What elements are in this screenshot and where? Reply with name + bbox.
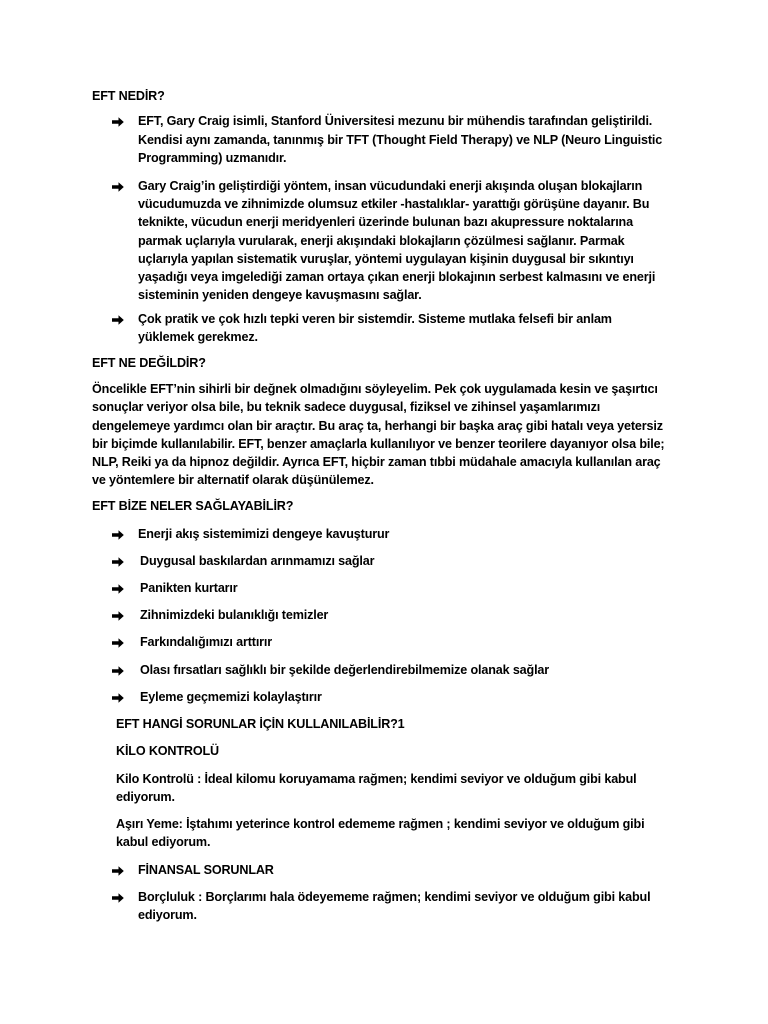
bullet-arrow-icon [112, 693, 124, 703]
list-item: Eyleme geçmemizi kolaylaştırır [140, 690, 322, 704]
bullet-arrow-icon [112, 117, 124, 127]
list-item: Farkındalığımızı arttırır [140, 635, 273, 649]
bullet-arrow-icon [112, 893, 124, 903]
paragraph-line: EFT, Gary Craig isimli, Stanford Üniversitesi mezunu bir mühendis tarafından geliştirildi. [138, 114, 653, 128]
paragraph-line: uçlarıyla yapılan sistematik vuruşlar, yöntemi uygulayan kişinin duygusal bir sıkıntıyı [138, 252, 634, 266]
bullet-arrow-icon [112, 557, 124, 567]
heading-eft-bize-neler: EFT BİZE NELER SAĞLAYABİLİR? [92, 499, 294, 513]
bullet-arrow-icon [112, 182, 124, 192]
bullet-arrow-icon [112, 315, 124, 325]
paragraph-line: ve yöntemlere bir alternatif olarak düşünülemez. [92, 473, 374, 487]
bullet-arrow-icon [112, 638, 124, 648]
paragraph-line: NLP, Reiki ya da hipnoz değildir. Ayrıca EFT, hiçbir zaman tıbbi müdahale amacıyla kullanılan araç [92, 455, 661, 469]
paragraph-line: Borçluluk : Borçlarımı hala ödeyememe rağmen; kendimi seviyor ve olduğum gibi kabul [138, 890, 651, 904]
paragraph-line: Çok pratik ve çok hızlı tepki veren bir sistemdir. Sisteme mutlaka felsefi bir anlam [138, 312, 612, 326]
paragraph-line: teknikte, vücudun enerji meridyenleri üzerinde bulunan bazı akupressure noktalarına [138, 215, 633, 229]
paragraph-line: ediyorum. [138, 908, 197, 922]
paragraph-line: yaşadığı veya imgelediği zaman ortaya çıkan enerji blokajının serbest kalmasını ve enerji [138, 270, 656, 284]
list-item: Duygusal baskılardan arınmamızı sağlar [140, 554, 375, 568]
list-item: Olası fırsatları sağlıklı bir şekilde değerlendirebilmemize olanak sağlar [140, 663, 550, 677]
bullet-arrow-icon [112, 611, 124, 621]
paragraph-line: bir biçimde kullanılabilir. EFT, benzer amaçlarla kullanılıyor ve benzer teorilere dayanıyor olsa bile; [92, 437, 665, 451]
list-item: FİNANSAL SORUNLAR [138, 863, 274, 877]
bullet-arrow-icon [112, 530, 124, 540]
heading-eft-ne-degildir: EFT NE DEĞİLDİR? [92, 356, 206, 370]
paragraph-line: Kendisi aynı zamanda, tanınmış bir TFT (Thought Field Therapy) ve NLP (Neuro Linguistic [138, 133, 663, 147]
bullet-arrow-icon [112, 584, 124, 594]
subheading-kilo-kontrolu: KİLO KONTROLÜ [116, 744, 219, 758]
list-item: Zihnimizdeki bulanıklığı temizler [140, 608, 329, 622]
paragraph-line: Aşırı Yeme: İştahımı yeterince kontrol edememe rağmen ; kendimi seviyor ve olduğum gibi [116, 817, 645, 831]
bullet-arrow-icon [112, 866, 124, 876]
heading-eft-hangi-sorunlar: EFT HANGİ SORUNLAR İÇİN KULLANILABİLİR?1 [116, 717, 405, 731]
paragraph-line: yüklemek gerekmez. [138, 330, 258, 344]
paragraph-line: dengelemeye yardımcı olan bir araçtır. Bu araç ta, herhangi bir başka araç gibi hatalı veya yetersiz [92, 419, 663, 433]
paragraph-line: Kilo Kontrolü : İdeal kilomu koruyamama rağmen; kendimi seviyor ve olduğum gibi kabul [116, 772, 637, 786]
paragraph-line: Programming) uzmanıdır. [138, 151, 287, 165]
list-item: Enerji akış sistemimizi dengeye kavuşturur [138, 527, 390, 541]
paragraph-line: parmak uçlarıyla vurularak, enerji akışındaki blokajların çözülmesi sağlanır. Parmak [138, 234, 625, 248]
bullet-arrow-icon [112, 666, 124, 676]
paragraph-line: kabul ediyorum. [116, 835, 211, 849]
paragraph-line: vücudumuzda ve zihnimizde olumsuz etkiler -hastalıklar- yarattığı görüşüne dayanır. Bu [138, 197, 650, 211]
paragraph-line: ediyorum. [116, 790, 175, 804]
paragraph-line: sonuçlar veriyor olsa bile, bu teknik sadece duygusal, fiziksel ve zihinsel yaşamlarımızı [92, 400, 601, 414]
paragraph-line: sisteminin yeniden dengeye kavuşmasını sağlar. [138, 288, 422, 302]
paragraph-line: Gary Craig’in geliştirdiği yöntem, insan vücudundaki enerji akışında oluşan blokajların [138, 179, 643, 193]
heading-eft-nedir: EFT NEDİR? [92, 89, 165, 103]
list-item: Panikten kurtarır [140, 581, 238, 595]
paragraph-line: Öncelikle EFT’nin sihirli bir değnek olmadığını söyleyelim. Pek çok uygulamada kesin ve şaşırtıcı [92, 382, 658, 396]
